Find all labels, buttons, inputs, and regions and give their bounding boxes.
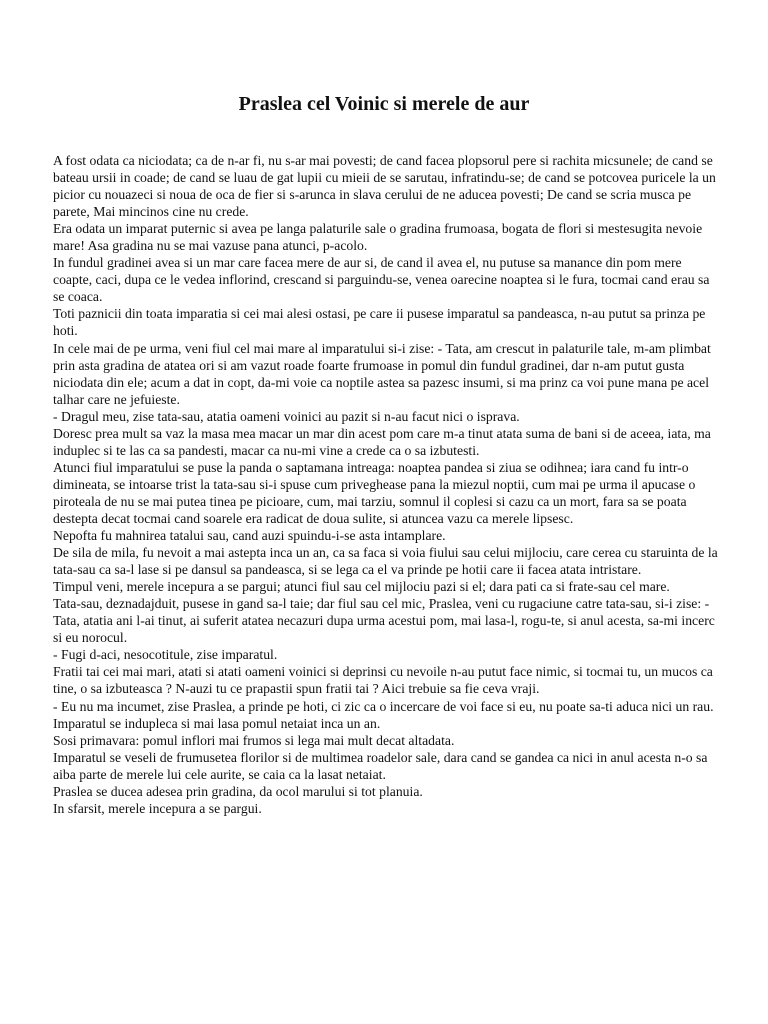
paragraph: Sosi primavara: pomul inflori mai frumos si lega mai mult decat altadata. [53, 732, 455, 748]
paragraph: Imparatul se veseli de frumusetea florilor si de multimea roadelor sale, dara cand se gandea ca nici in anul acesta n-o sa aiba parte de merele lui cele aurite, se caia ca la lasat netaiat. [53, 749, 708, 782]
paragraph: Tata-sau, deznadajduit, pusese in gand sa-l taie; dar fiul sau cel mic, Praslea, veni cu rugaciune catre tata-sau, si-i zise: - Tata, atatia ani l-ai tinut, ai suferit atatea necazuri dupa urma acestui pom, mai lasa-l, rogu-te, si anul acesta, sa-mi incerc si eu norocul. [53, 596, 715, 646]
paragraph: - Eu nu ma incumet, zise Praslea, a prinde pe hoti, ci zic ca o incercare de voi face si eu, nu poate sa-ti aduca nici un rau. [53, 698, 714, 714]
document-body [53, 152, 721, 817]
paragraph: In sfarsit, merele incepura a se pargui. [53, 800, 262, 816]
paragraph: Praslea se ducea adesea prin gradina, da ocol marului si tot planuia. [53, 783, 423, 799]
paragraph: In cele mai de pe urma, veni fiul cel mai mare al imparatului si-i zise: - Tata, am crescut in palaturile tale, m-am plimbat prin asta gradina de atatea ori si am vazut roade foarte frumoase in pomul din fundul gradinei, dar n-am putut gusta niciodata din ele; acum a dat in copt, da-mi voie ca noptile astea sa pazesc insumi, si ma prinz ca voi pune mana pe acel talhar care ne jefuieste. [53, 340, 711, 407]
paragraph: Toti paznicii din toata imparatia si cei mai alesi ostasi, pe care ii pusese imparatul sa pandeasca, n-au putut sa prinza pe hoti. [53, 306, 706, 339]
paragraph: Fratii tai cei mai mari, atati si atati oameni voinici si deprinsi cu nevoile n-au putut face nimic, si tocmai tu, un mucos ca tine, o sa izbuteasca ? N-auzi tu ce prapastii spun fratii tai ? Aici trebuie sa fie ceva vraji. [53, 664, 713, 697]
paragraph: A fost odata ca niciodata; ca de n-ar fi, nu s-ar mai povesti; de cand facea plopsorul pere si rachita micsunele; de cand se bateau ursii in coade; de cand se luau de gat lupii cu mieii de se sarutau, infratindu-se; de cand se potcovea puricele la un picior cu nouazeci si noua de oca de fier si s-arunca in slava cerului de ne aducea povesti; De cand se scria musca pe parete, Mai mincinos cine nu crede. [53, 153, 716, 220]
paragraph: Timpul veni, merele incepura a se pargui; atunci fiul sau cel mijlociu pazi si el; dara pati ca si frate-sau cel mare. [53, 579, 670, 595]
paragraph: Doresc prea mult sa vaz la masa mea macar un mar din acest pom care m-a tinut atata suma de bani si de aceea, iata, ma induplec si te las ca sa pandesti, macar ca nu-mi vine a crede ca o sa izbutesti. [53, 425, 711, 458]
paragraph: De sila de mila, fu nevoit a mai astepta inca un an, ca sa faca si voia fiului sau celui mijlociu, care cerea cu staruinta de la tata-sau ca sa-l lase si pe dansul sa pandeasca, si se lega ca el va prinde pe hotii care ii facea atata intristare. [53, 545, 718, 578]
paragraph: - Dragul meu, zise tata-sau, atatia oameni voinici au pazit si n-au facut nici o isprava. [53, 408, 520, 424]
paragraph: In fundul gradinei avea si un mar care facea mere de aur si, de cand il avea el, nu putuse sa manance din pom mere coapte, caci, dupa ce le vedea inflorind, crescand si parguindu-se, venea oarecine noaptea si le fura, tocmai cand erau sa se coaca. [53, 255, 710, 305]
document-title: Praslea cel Voinic si merele de aur [238, 93, 530, 115]
paragraph: Imparatul se induplecа si mai lasa pomul netaiat inca un an. [53, 715, 381, 731]
paragraph: - Fugi d-aci, nesocotitule, zise imparatul. [53, 647, 278, 663]
paragraph: Atunci fiul imparatului se puse la panda o saptamana intreaga: noaptea pandea si ziua se odihnea; iara cand fu intr-o dimineata, se intoarse trist la tata-sau si-i spuse cum priveghease pana la miezul noptii, cum mai pe urma il apucase o piroteala de nu se mai putea tinea pe picioare, cum, mai tarziu, somnul il coplesi si cazu ca un mort, fara sa se poata destepta decat tocmai cand soarele era radicat de doua sulite, si atuncea vazu ca merele lipsesc. [53, 459, 696, 526]
paragraph: Era odata un imparat puternic si avea pe langa palaturile sale o gradina frumoasa, bogata de flori si mestesugita nevoie mare! Asa gradina nu se mai vazuse pana atunci, p-acolo. [53, 221, 703, 254]
paragraph: Nepofta fu mahnirea tatalui sau, cand auzi spuindu-i-se asta intamplare. [53, 528, 446, 544]
